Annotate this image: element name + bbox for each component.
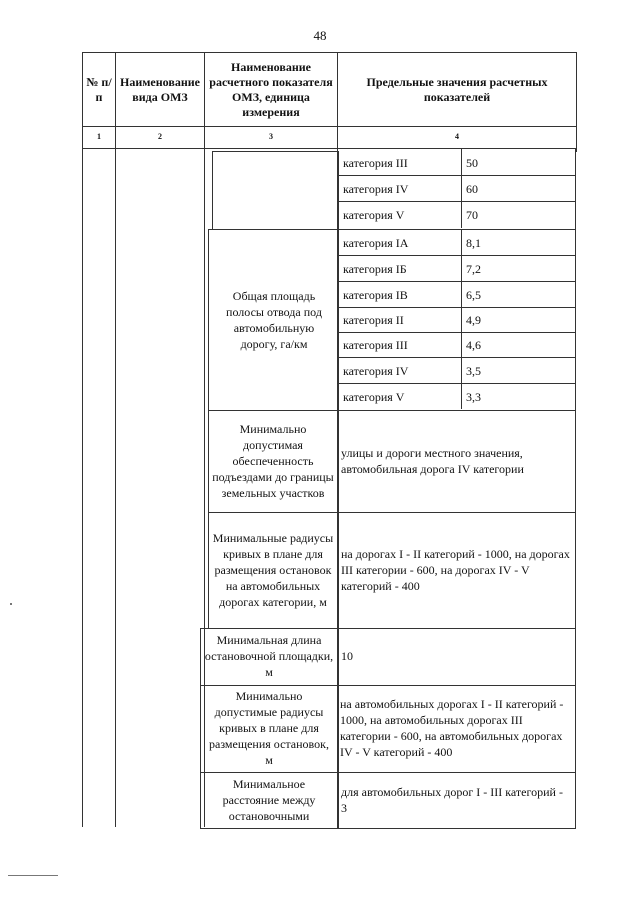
driveways-value: улицы и дороги местного значения, автомобильная дорога IV категории xyxy=(341,445,524,476)
group2-category: категория IБ xyxy=(343,261,407,276)
header-indicator: Наименование расчетного показателя ОМЗ, единица измерения xyxy=(209,60,333,119)
group1-category: категория V xyxy=(343,207,405,222)
header-omz-type: Наименование вида ОМЗ xyxy=(120,75,200,104)
column-number-4: 4 xyxy=(455,132,459,141)
group1-value-divider xyxy=(461,148,462,228)
group2-value: 8,1 xyxy=(466,235,481,250)
stop-distance-value: для автомобильных дорог I - III категорий - 3 xyxy=(341,784,563,815)
header-number: № п/п xyxy=(86,75,112,104)
group2-value: 6,5 xyxy=(466,287,481,302)
group2-value: 7,2 xyxy=(466,261,481,276)
table-right-border xyxy=(576,52,577,152)
header-limit-values: Предельные значения расчетных показателей xyxy=(366,75,548,104)
group2-category: категория V xyxy=(343,389,405,404)
stop-distance-indicator: Минимальное расстояние между остановочными xyxy=(222,776,316,823)
curve-radii-indicator: Минимальные радиусы кривых в плане для размещения остановок на автомобильных дорогах категории, м xyxy=(212,530,334,609)
group1-category: категория III xyxy=(343,155,408,170)
group2-value: 4,6 xyxy=(466,338,481,352)
group1-indicator-box xyxy=(212,151,339,230)
table-top-border xyxy=(82,52,576,53)
column-number-3: 3 xyxy=(269,132,273,141)
group2-category: категория III xyxy=(343,338,408,352)
column-number-2: 2 xyxy=(158,132,162,141)
stop-radii-indicator: Минимально допустимые радиусы кривых в плане для размещения остановок, м xyxy=(209,689,329,767)
group2-category: категория IВ xyxy=(343,287,408,302)
table-left-border xyxy=(82,52,83,827)
group2-category: категория IА xyxy=(343,235,409,250)
group2-value: 3,3 xyxy=(466,389,481,404)
group2-category: категория IV xyxy=(343,363,409,378)
right-of-way-indicator: Общая площадь полосы отвода под автомобильную дорогу, га/км xyxy=(226,289,322,351)
platform-length-value: 10 xyxy=(341,649,353,663)
header-bottom-border xyxy=(82,126,576,127)
group1-value: 70 xyxy=(466,207,478,222)
page-number: 48 xyxy=(313,28,327,43)
group2-value-divider xyxy=(461,229,462,409)
curve-radii-value: на дорогах I - II категорий - 1000, на дорогах III категории - 600, на дорогах IV - V категорий - 400 xyxy=(341,546,570,593)
col-divider-3 xyxy=(337,52,338,152)
scan-mark xyxy=(10,603,12,605)
group1-value: 60 xyxy=(466,181,478,196)
platform-length-indicator: Минимальная длина остановочной площадки, м xyxy=(204,633,334,679)
column-number-1: 1 xyxy=(97,132,101,141)
stop-radii-value: на автомобильных дорогах I - II категорий - 1000, на автомобильных дорогах III категории - 600, на автомобильных дорогах IV - V категорий - 400 xyxy=(340,697,564,759)
group2-value: 4,9 xyxy=(466,313,481,327)
col-divider-1 xyxy=(115,52,116,827)
footnote-divider xyxy=(8,875,58,876)
driveways-indicator: Минимально допустимая обеспеченность подъездами до границы земельных участков xyxy=(212,421,334,500)
group1-value: 50 xyxy=(466,155,478,170)
group2-value: 3,5 xyxy=(466,363,481,378)
group1-category: категория IV xyxy=(343,181,409,196)
group2-category: категория II xyxy=(343,313,404,327)
